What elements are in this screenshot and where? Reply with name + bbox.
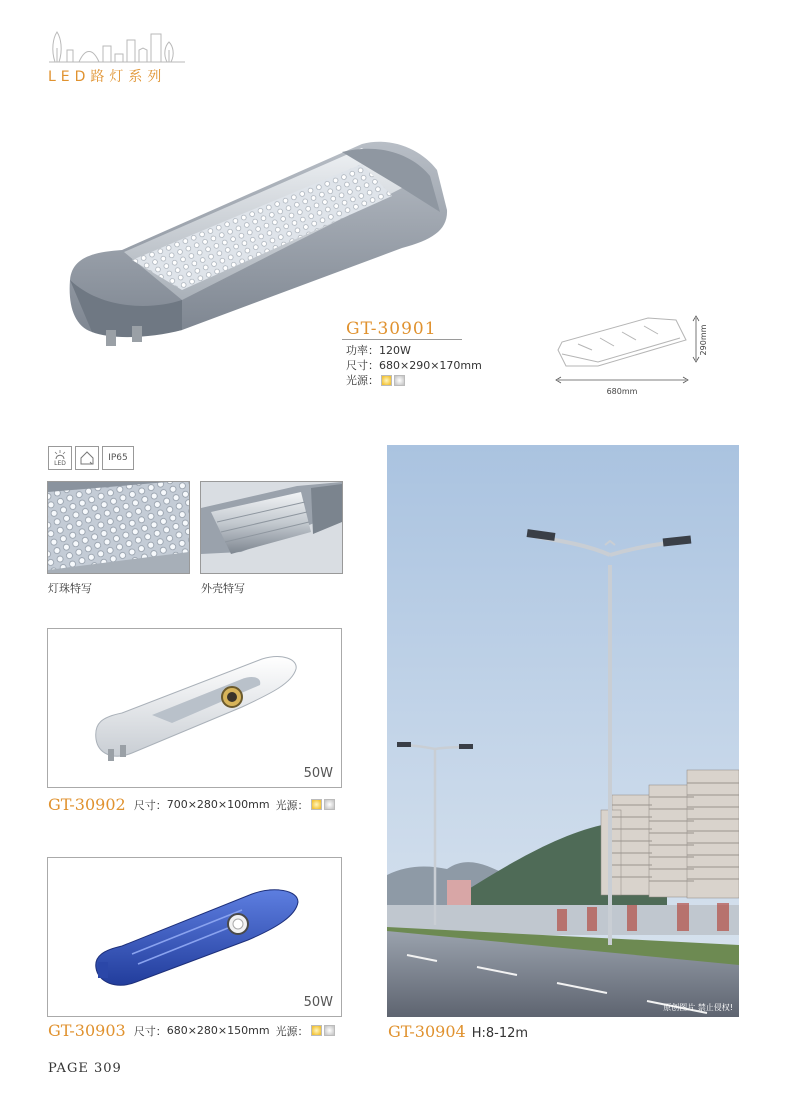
pole-height: H:8-12m <box>471 1026 529 1041</box>
dimension-height-label: 290mm <box>699 324 708 356</box>
product-light-label: 光源： <box>275 1024 309 1038</box>
spec-power-value: 120W <box>379 344 411 357</box>
product-watt-gt30902: 50W <box>303 766 333 781</box>
led-badge-label: LED <box>54 459 66 467</box>
model-divider <box>342 339 462 340</box>
spec-light-row <box>346 373 482 388</box>
led-badge <box>48 446 72 470</box>
ip65-badge: IP65 <box>102 446 134 470</box>
product-size-value: 700×280×100mm <box>166 798 270 811</box>
street-lamp-gt30903-image <box>92 884 306 994</box>
photo-caption <box>388 1022 528 1041</box>
warm-light-icon <box>311 1025 322 1036</box>
skyline-logo-icon <box>45 28 195 64</box>
spec-size-row <box>346 358 482 373</box>
product-row-gt30903 <box>48 1021 335 1040</box>
product-model-gt30902: GT-30902 <box>48 795 126 814</box>
product-spec-gt30902 <box>134 797 335 813</box>
street-light-installation-photo <box>387 445 739 1017</box>
product-size-value: 680×280×150mm <box>166 1024 270 1037</box>
dimension-diagram <box>548 310 718 400</box>
product-size-label: 尺寸： <box>133 798 167 812</box>
spec-size-value: 680×290×170mm <box>379 359 482 372</box>
led-icon <box>53 450 67 460</box>
feature-badges <box>48 446 134 470</box>
product-row-gt30902 <box>48 795 335 814</box>
product-model-gt30904: GT-30904 <box>388 1022 466 1041</box>
spec-power-label: 功率： <box>346 344 379 357</box>
series-title: LED路灯系列 <box>48 69 167 85</box>
dimension-width-label: 680mm <box>606 387 638 396</box>
cool-light-icon <box>324 1025 335 1036</box>
house-icon <box>79 450 95 466</box>
cool-light-icon <box>324 799 335 810</box>
page-number: PAGE 309 <box>48 1061 122 1076</box>
detail-caption-housing: 外壳特写 <box>201 582 245 595</box>
product-model-gt30903: GT-30903 <box>48 1021 126 1040</box>
detail-caption-leds: 灯珠特写 <box>48 582 92 595</box>
warm-light-icon <box>381 375 392 386</box>
product-card-gt30902 <box>47 628 342 788</box>
cool-light-icon <box>394 375 405 386</box>
led-closeup-image <box>47 481 190 574</box>
spec-power-row <box>346 343 482 358</box>
spec-light-label: 光源： <box>346 374 379 387</box>
product-card-gt30903 <box>47 857 342 1017</box>
spec-size-label: 尺寸： <box>346 359 379 372</box>
product-light-label: 光源： <box>275 798 309 812</box>
product-watt-gt30903: 50W <box>303 995 333 1010</box>
house-badge <box>75 446 99 470</box>
housing-closeup-image <box>200 481 343 574</box>
light-color-swatches <box>311 799 335 810</box>
light-color-swatches <box>381 375 405 386</box>
main-spec-block <box>346 343 482 388</box>
copyright-note: 原创图片 禁止侵权! <box>663 1003 733 1012</box>
product-spec-gt30903 <box>134 1023 335 1039</box>
street-lamp-gt30902-image <box>92 653 302 763</box>
product-size-label: 尺寸： <box>133 1024 167 1038</box>
light-color-swatches <box>311 1025 335 1036</box>
main-model-number: GT-30901 <box>346 319 437 339</box>
warm-light-icon <box>311 799 322 810</box>
